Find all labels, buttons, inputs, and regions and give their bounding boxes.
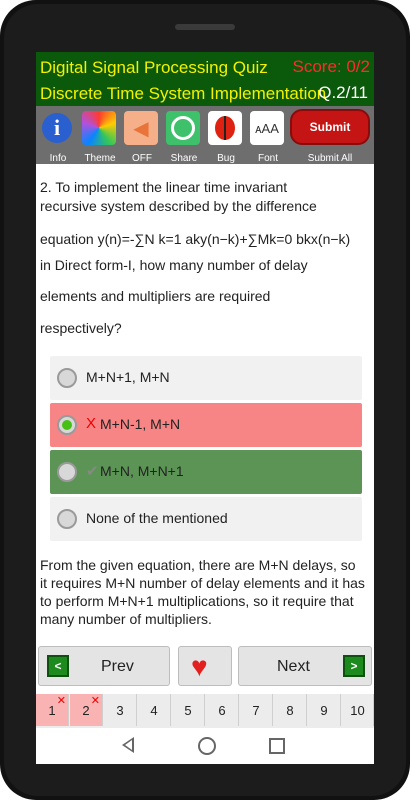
radio-button[interactable] [57,509,77,529]
page-button-6[interactable]: 6 [206,694,239,726]
submit-all-button[interactable]: Submit [290,109,370,145]
toolbar [36,106,374,164]
theme-button[interactable] [80,109,120,163]
next-arrow-icon: > [343,655,365,677]
page-button-4[interactable]: 4 [138,694,171,726]
info-button[interactable] [38,109,78,163]
app-screen [36,52,374,764]
sound-label: OFF [132,153,152,164]
question-equation: equation y(n)=-∑N k=1 aky(n−k)+∑Mk=0 bkx(n−k) [40,231,351,247]
page-button-5[interactable]: 5 [172,694,205,726]
option-text: M+N+1, M+N [86,369,170,385]
recent-apps-icon[interactable] [269,738,285,754]
wrong-mark-icon: X [86,415,97,432]
correct-check-icon: ✔ [86,463,99,480]
next-button[interactable] [238,646,372,686]
radio-button-selected[interactable] [57,415,77,435]
share-button[interactable] [164,109,204,163]
share-label: Share [170,153,198,164]
question-page-strip [36,694,374,728]
question-line: in Direct form-I, how many number of delay [40,257,308,273]
radio-button[interactable] [57,462,77,482]
prev-button[interactable] [38,646,170,686]
back-icon[interactable] [122,737,134,753]
bug-report-button[interactable] [206,109,246,163]
favorite-button[interactable] [178,646,232,686]
question-line: elements and multipliers are required [40,288,271,304]
page-button-1[interactable]: ✕ 1 [36,694,69,726]
ladybug-icon [208,111,242,145]
option-text: M+N, M+N+1 [100,463,184,479]
theme-label: Theme [84,153,116,164]
option-text: M+N-1, M+N [100,416,181,432]
sound-toggle[interactable] [122,109,162,163]
share-icon [166,111,200,145]
submit-all-label: Submit All [307,153,353,164]
page-button-8[interactable]: 8 [274,694,307,726]
quiz-topic: Discrete Time System Implementation [40,84,327,103]
answer-option-4[interactable] [50,497,362,541]
radio-button[interactable] [57,368,77,388]
answer-option-3[interactable] [50,450,362,494]
quiz-header [36,52,374,106]
prev-label: Prev [101,658,134,675]
prev-arrow-icon: < [47,655,69,677]
font-size-icon: ᴀAA [250,111,284,145]
info-label: Info [49,153,67,164]
question-line: 2. To implement the linear time invariant [40,179,288,195]
page-button-10[interactable]: 10 [342,694,374,726]
question-counter: Q.2/11 [318,83,368,102]
answer-option-1[interactable] [50,356,362,400]
system-navigation-bar [36,728,374,764]
next-label: Next [277,658,310,675]
font-label: Font [257,153,278,164]
option-text: None of the mentioned [86,510,228,526]
answer-explanation: From the given equation, there are M+N delays, so it requires M+N number of delay elements and it has to perform M+N+1 multiplications, so it require that many number of multipliers. [40,557,365,627]
quiz-title: Digital Signal Processing Quiz [40,58,268,77]
bug-label: Bug [217,153,235,164]
heart-icon: ♥ [191,651,208,682]
home-icon[interactable] [198,737,216,755]
speaker-icon: ◀ [124,111,158,145]
question-navigation [36,646,374,692]
score-display: Score: 0/2 [292,57,370,76]
question-line: respectively? [40,320,122,336]
page-button-3[interactable]: 3 [104,694,137,726]
wrong-mark-icon: ✕ [56,695,66,707]
page-button-7[interactable]: 7 [240,694,273,726]
page-button-2[interactable]: ✕ 2 [70,694,103,726]
theme-icon [82,111,116,145]
info-icon: i [42,113,72,143]
phone-speaker [175,24,235,30]
answer-option-2[interactable] [50,403,362,447]
font-button[interactable] [248,109,288,163]
question-line: recursive system described by the difference [40,198,317,214]
page-button-9[interactable]: 9 [308,694,341,726]
wrong-mark-icon: ✕ [90,695,100,707]
